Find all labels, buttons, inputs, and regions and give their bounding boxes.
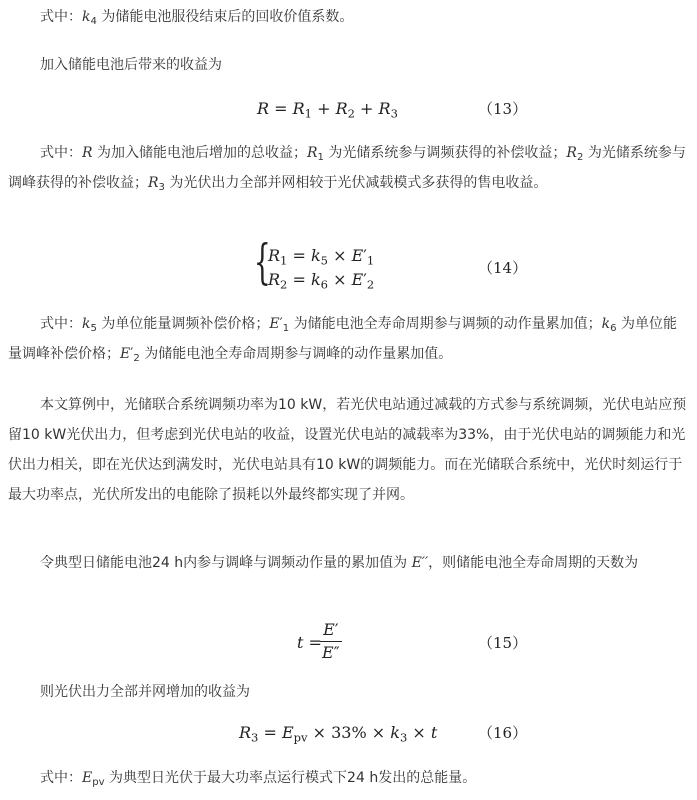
paragraph-benefit-intro: 加入储能电池后带来的收益为 [40, 57, 222, 73]
equation-16-number: （16） [478, 724, 528, 742]
equation-15-fraction: E′ E″ [322, 620, 340, 662]
paragraph-k5-k6-definitions: 式中：$k_5$ 为单位能量调频补偿价格；$E'_1$ 为储能电池全寿命周期参与调频的动作量累加值；$k_6$ 为单位能量调峰补偿价格；$E'_2$ 为储能电池全寿命周期参与调峰的动作量累加值。 [8, 316, 678, 365]
equation-13: $R = R_1 + R_2 + R_3$ [257, 99, 398, 121]
paragraph-case-study: 本文算例中，光储联合系统调频功率为10 kW，若光伏电站通过减载的方式参与系统调频，光伏电站应预留10 kW光伏出力，但考虑到光伏电站的收益，设置光伏电站的减载率为33%，由于光伏电站的调频能力和光伏出力相关，即在光伏达到满发时，光伏电站具有10 kW的调频能力。而在光储联合系统中，光伏时刻运行于最大功率点，光伏所发出的电能除了损耗以外最终都实现了并网。 [8, 397, 687, 503]
paragraph-battery-life-days: 令典型日储能电池24 h内参与调峰与调频动作量的累加值为 E′′，则储能电池全寿命周期的天数为 [40, 555, 639, 571]
equation-13-number: （13） [478, 100, 528, 118]
equation-15-lhs: t = [297, 633, 322, 652]
paragraph-grid-benefit-intro: 则光伏出力全部并网增加的收益为 [40, 684, 250, 700]
equation-14-line-2: $R_2 = k_6 \times E'_2$ [268, 270, 375, 292]
paragraph-k4-definition: 式中：$k_4$ 为储能电池服役结束后的回收价值系数。 [40, 9, 354, 28]
paragraph-Epv-definition: 式中：$E_{pv}$ 为典型日光伏于最大功率点运行模式下24 h发出的总能量。 [40, 770, 477, 789]
paragraph-R-definitions: 式中：R 为加入储能电池后增加的总收益；$R_1$ 为光储系统参与调频获得的补偿收益；$R_2$ 为光储系统参与调峰获得的补偿收益；$R_3$ 为光伏出力全部并网相较于光伏减载模式多获得的售电收益。 [8, 145, 686, 194]
equation-15-number: （15） [478, 634, 528, 652]
equation-16: $R_3 = E_{pv} \times 33\% \times k_3 \times t$ [239, 723, 438, 745]
equation-14-line-1: $R_1 = k_5 \times E'_1$ [268, 246, 375, 268]
equation-14-number: （14） [478, 259, 528, 277]
equation-14-brace: { [253, 234, 271, 290]
